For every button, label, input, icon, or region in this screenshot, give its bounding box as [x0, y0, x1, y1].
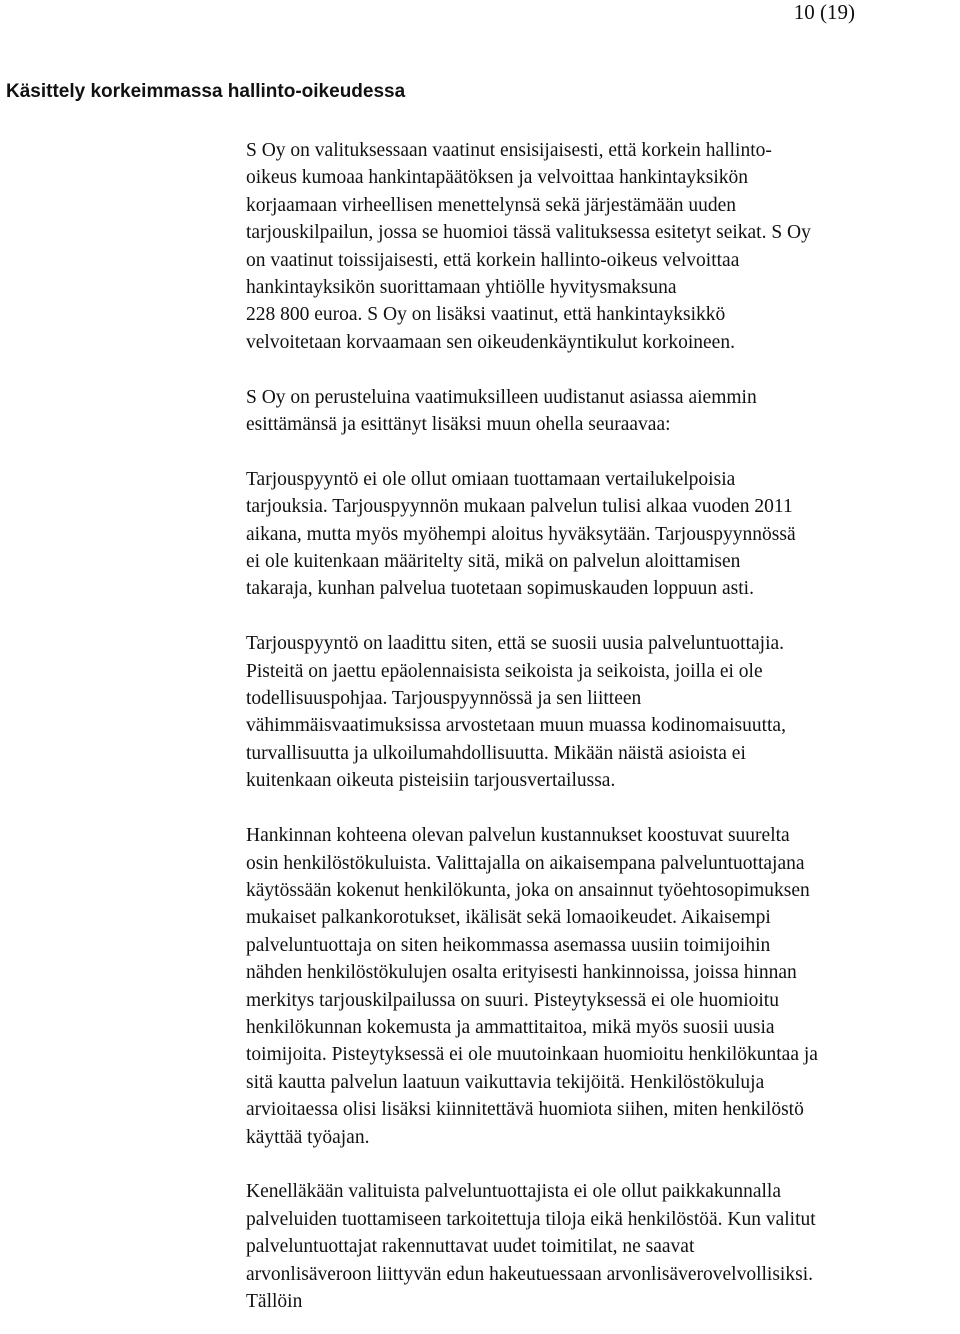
page-number: 10 (19)	[793, 0, 855, 24]
paragraph-personnel-costs: Hankinnan kohteena olevan palvelun kustannukset koostuvat suurelta osin henkilöstökuluista. Valittajalla on aikaisempana palveluntuottajana käytössään kokenut henkilökunta, joka on ansainnut työehtosopimuksen mukaiset palkankorotukset, ikälisät sekä lomaoikeudet. Aikaisempi palveluntuottaja on siten heikommassa asemassa uusiin toimijoihin nähden henkilöstökulujen osalta erityisesti hankinnoissa, joissa hinnan merkitys tarjouskilpailussa on suuri. Pisteytyksessä ei ole huomioitu henkilökunnan kokemusta ja ammattitaitoa, mikä myös suosii uusia toimijoita. Pisteytyksessä ei ole muutoinkaan huomioitu henkilökuntaa ja sitä kautta palvelun laatuun vaikuttavia tekijöitä. Henkilöstökuluja arvioitaessa olisi lisäksi kiinnitettävä huomiota siihen, miten henkilöstö käyttää työajan.	[246, 825, 818, 1148]
paragraph-grounds-intro: S Oy on perusteluina vaatimuksilleen uudistanut asiassa aiemmin esittämänsä ja esittänyt lisäksi muun ohella seuraavaa:	[246, 386, 757, 436]
section-heading: Käsittely korkeimmassa hallinto-oikeudessa	[6, 81, 406, 102]
paragraph-premises: Kenelläkään valituista palveluntuottajista ei ole ollut paikkakunnalla palveluiden tuottamiseen tarkoitettuja tiloja eikä henkilöstöä. Kun valitut palveluntuottajat rakennuttavat uudet toimitilat, ne saavat arvonlisäveroon liittyvän edun hakeutuessaan arvonlisäverovelvollisiksi. Tällöin	[246, 1181, 816, 1312]
document-body	[246, 137, 960, 1315]
paragraph-comparability: Tarjouspyyntö ei ole ollut omiaan tuottamaan vertailukelpoisia tarjouksia. Tarjouspyynnön mukaan palvelun tulisi alkaa vuoden 2011 aikana, mutta myös myöhempi aloitus hyväksytään. Tarjouspyynnössä ei ole kuitenkaan määritelty sitä, mikä on palvelun aloittamisen takaraja, kunhan palvelua tuotetaan sopimuskauden loppuun asti.	[246, 468, 796, 600]
paragraph-new-providers: Tarjouspyyntö on laadittu siten, että se suosii uusia palveluntuottajia. Pisteitä on jaettu epäolennaisista seikoista ja seikoista, joilla ei ole todellisuuspohjaa. Tarjouspyynnössä ja sen liitteen vähimmäisvaatimuksissa arvostetaan muun muassa kodinomaisuutta, turvallisuutta ja ulkoilumahdollisuutta. Mikään näistä asioista ei kuitenkaan oikeuta pisteisiin tarjousvertailussa.	[246, 633, 786, 792]
paragraph-claims: S Oy on valituksessaan vaatinut ensisijaisesti, että korkein hallinto- oikeus kumoaa hankintapäätöksen ja velvoittaa hankintayksikön korjaamaan virheellisen menettelynsä sekä järjestämään uuden tarjouskilpailun, jossa se huomioi tässä valituksessa esitetyt seikat. S Oy on vaatinut toissijaisesti, että korkein hallinto-oikeus velvoittaa hankintayksikön suorittamaan yhtiölle hyvitysmaksuna 228 800 euroa. S Oy on lisäksi vaatinut, että hankintayksikkö velvoitetaan korvaamaan sen oikeudenkäyntikulut korkoineen.	[246, 140, 811, 353]
